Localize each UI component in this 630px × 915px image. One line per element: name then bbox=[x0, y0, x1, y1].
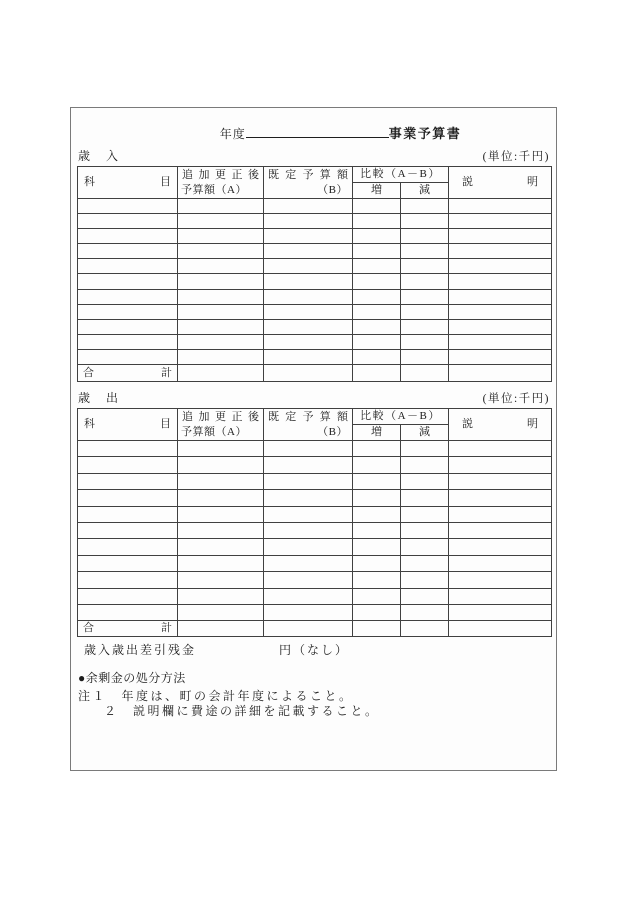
empty-row bbox=[78, 244, 552, 259]
empty-cell bbox=[401, 229, 449, 244]
empty-cell bbox=[353, 572, 401, 588]
empty-cell bbox=[449, 588, 552, 604]
empty-cell bbox=[264, 349, 353, 364]
empty-cell bbox=[264, 555, 353, 571]
empty-cell bbox=[401, 572, 449, 588]
expenditure-table bbox=[77, 408, 552, 637]
empty-row bbox=[78, 522, 552, 538]
empty-cell bbox=[401, 199, 449, 214]
existing-budget-header-line2: （B） bbox=[317, 183, 348, 196]
empty-cell bbox=[264, 289, 353, 304]
comparison-column-header: 比較（A－B） bbox=[353, 167, 449, 183]
subject-header-first: 科 bbox=[84, 418, 95, 431]
empty-cell bbox=[449, 289, 552, 304]
balance-label: 歳入歳出差引残金 bbox=[84, 642, 197, 657]
revised-budget-header-line1: 追 加 更 正 後 bbox=[182, 411, 259, 424]
empty-cell bbox=[78, 572, 178, 588]
empty-cell bbox=[178, 214, 264, 229]
decrease-column-header: 減 bbox=[401, 425, 449, 441]
empty-cell bbox=[264, 334, 353, 349]
empty-cell bbox=[449, 522, 552, 538]
empty-row bbox=[78, 289, 552, 304]
empty-cell bbox=[353, 199, 401, 214]
total-value-cell bbox=[449, 365, 552, 382]
fiscal-year-blank-line bbox=[246, 125, 389, 138]
empty-cell bbox=[353, 506, 401, 522]
empty-cell bbox=[78, 304, 178, 319]
fiscal-year-label: 年度 bbox=[219, 127, 246, 141]
empty-cell bbox=[401, 274, 449, 289]
empty-cell bbox=[178, 441, 264, 457]
empty-cell bbox=[401, 457, 449, 473]
empty-cell bbox=[78, 604, 178, 620]
empty-row bbox=[78, 259, 552, 274]
empty-cell bbox=[449, 490, 552, 506]
total-label-first: 合 bbox=[83, 366, 94, 379]
subject-header-last: 目 bbox=[160, 176, 171, 189]
existing-budget-column-header bbox=[264, 167, 353, 199]
budget-form-sheet bbox=[70, 107, 557, 771]
empty-cell bbox=[401, 539, 449, 555]
empty-cell bbox=[449, 199, 552, 214]
empty-cell bbox=[264, 473, 353, 489]
revenue-unit-label: (単位:千円) bbox=[482, 151, 550, 163]
empty-cell bbox=[353, 259, 401, 274]
revenue-section-header bbox=[77, 150, 550, 164]
expenditure-total-row bbox=[78, 621, 552, 636]
revenue-table bbox=[77, 166, 552, 382]
empty-row bbox=[78, 441, 552, 457]
empty-cell bbox=[353, 490, 401, 506]
existing-budget-column-header bbox=[264, 409, 353, 441]
empty-row bbox=[78, 349, 552, 364]
empty-cell bbox=[78, 506, 178, 522]
empty-cell bbox=[178, 555, 264, 571]
empty-cell bbox=[78, 473, 178, 489]
expenditure-total-section bbox=[78, 621, 552, 636]
empty-row bbox=[78, 229, 552, 244]
empty-cell bbox=[178, 604, 264, 620]
empty-cell bbox=[78, 259, 178, 274]
revenue-total-section bbox=[78, 365, 552, 382]
empty-cell bbox=[178, 457, 264, 473]
empty-cell bbox=[353, 522, 401, 538]
balance-unit-label: 円（なし） bbox=[279, 642, 350, 657]
empty-cell bbox=[449, 229, 552, 244]
subject-column-header bbox=[78, 409, 178, 441]
empty-row bbox=[78, 539, 552, 555]
empty-cell bbox=[449, 319, 552, 334]
empty-cell bbox=[78, 244, 178, 259]
empty-cell bbox=[353, 349, 401, 364]
form-title bbox=[71, 123, 556, 140]
empty-cell bbox=[401, 349, 449, 364]
empty-cell bbox=[78, 289, 178, 304]
subject-column-header bbox=[78, 167, 178, 199]
empty-row bbox=[78, 490, 552, 506]
revenue-total-row bbox=[78, 365, 552, 382]
empty-cell bbox=[353, 588, 401, 604]
revenue-table-body bbox=[78, 199, 552, 365]
balance-line bbox=[71, 641, 556, 657]
empty-cell bbox=[401, 588, 449, 604]
revised-budget-column-header bbox=[178, 167, 264, 199]
total-label-first: 合 bbox=[83, 622, 94, 635]
empty-cell bbox=[264, 259, 353, 274]
total-label-last: 計 bbox=[161, 622, 172, 635]
empty-cell bbox=[401, 214, 449, 229]
empty-cell bbox=[264, 539, 353, 555]
description-header-first: 説 bbox=[462, 176, 473, 189]
surplus-heading: ●余剰金の処分方法 bbox=[78, 670, 186, 685]
empty-cell bbox=[401, 506, 449, 522]
empty-cell bbox=[449, 473, 552, 489]
empty-cell bbox=[78, 334, 178, 349]
empty-cell bbox=[449, 349, 552, 364]
empty-cell bbox=[401, 319, 449, 334]
total-value-cell bbox=[178, 365, 264, 382]
total-value-cell bbox=[401, 621, 449, 636]
empty-cell bbox=[449, 259, 552, 274]
empty-cell bbox=[401, 304, 449, 319]
revenue-section-label: 歳 入 bbox=[78, 149, 121, 163]
comparison-column-header: 比較（A－B） bbox=[353, 409, 449, 425]
expenditure-table-header bbox=[78, 409, 552, 441]
description-header-first: 説 bbox=[462, 418, 473, 431]
description-column-header bbox=[449, 409, 552, 441]
empty-cell bbox=[353, 457, 401, 473]
empty-cell bbox=[401, 473, 449, 489]
empty-cell bbox=[353, 473, 401, 489]
empty-cell bbox=[78, 199, 178, 214]
empty-cell bbox=[78, 539, 178, 555]
total-label-cell bbox=[78, 365, 178, 382]
empty-cell bbox=[264, 522, 353, 538]
description-column-header bbox=[449, 167, 552, 199]
total-value-cell bbox=[449, 621, 552, 636]
empty-cell bbox=[449, 214, 552, 229]
empty-cell bbox=[353, 539, 401, 555]
revenue-table-header bbox=[78, 167, 552, 199]
note-2: ２ 説明欄に費途の詳細を記載すること。 bbox=[104, 703, 380, 718]
empty-cell bbox=[353, 319, 401, 334]
empty-cell bbox=[264, 506, 353, 522]
empty-cell bbox=[353, 441, 401, 457]
empty-cell bbox=[178, 572, 264, 588]
empty-cell bbox=[353, 244, 401, 259]
empty-row bbox=[78, 274, 552, 289]
empty-cell bbox=[401, 289, 449, 304]
empty-cell bbox=[78, 349, 178, 364]
empty-cell bbox=[264, 490, 353, 506]
empty-cell bbox=[78, 457, 178, 473]
empty-cell bbox=[178, 304, 264, 319]
document-name: 事業予算書 bbox=[388, 126, 462, 141]
empty-cell bbox=[449, 539, 552, 555]
revised-budget-header-line2: 予算額（A） bbox=[181, 425, 247, 438]
empty-cell bbox=[401, 441, 449, 457]
empty-row bbox=[78, 304, 552, 319]
empty-row bbox=[78, 588, 552, 604]
decrease-column-header: 減 bbox=[401, 183, 449, 199]
empty-cell bbox=[178, 319, 264, 334]
existing-budget-header-line1: 既 定 予 算 額 bbox=[268, 169, 348, 182]
empty-cell bbox=[401, 259, 449, 274]
empty-cell bbox=[264, 244, 353, 259]
empty-cell bbox=[264, 229, 353, 244]
empty-row bbox=[78, 319, 552, 334]
empty-cell bbox=[401, 490, 449, 506]
empty-cell bbox=[401, 555, 449, 571]
empty-cell bbox=[449, 506, 552, 522]
empty-cell bbox=[401, 522, 449, 538]
empty-row bbox=[78, 214, 552, 229]
empty-row bbox=[78, 572, 552, 588]
empty-row bbox=[78, 506, 552, 522]
empty-cell bbox=[178, 229, 264, 244]
empty-cell bbox=[401, 244, 449, 259]
empty-row bbox=[78, 555, 552, 571]
empty-cell bbox=[353, 604, 401, 620]
empty-cell bbox=[449, 555, 552, 571]
empty-cell bbox=[78, 555, 178, 571]
empty-cell bbox=[449, 604, 552, 620]
empty-cell bbox=[178, 349, 264, 364]
expenditure-section-header bbox=[77, 392, 550, 406]
empty-cell bbox=[264, 319, 353, 334]
empty-cell bbox=[353, 334, 401, 349]
empty-cell bbox=[178, 588, 264, 604]
empty-cell bbox=[78, 319, 178, 334]
empty-cell bbox=[449, 572, 552, 588]
empty-cell bbox=[449, 457, 552, 473]
empty-cell bbox=[78, 588, 178, 604]
empty-cell bbox=[264, 214, 353, 229]
total-value-cell bbox=[353, 621, 401, 636]
empty-cell bbox=[78, 214, 178, 229]
subject-header-first: 科 bbox=[84, 176, 95, 189]
expenditure-unit-label: (単位:千円) bbox=[482, 393, 550, 406]
empty-cell bbox=[353, 229, 401, 244]
empty-cell bbox=[264, 572, 353, 588]
empty-cell bbox=[401, 604, 449, 620]
total-label-last: 計 bbox=[161, 366, 172, 379]
empty-cell bbox=[449, 334, 552, 349]
empty-cell bbox=[449, 274, 552, 289]
empty-cell bbox=[401, 334, 449, 349]
empty-cell bbox=[78, 274, 178, 289]
revised-budget-column-header bbox=[178, 409, 264, 441]
revised-budget-header-line2: 予算額（A） bbox=[181, 183, 247, 196]
total-value-cell bbox=[264, 621, 353, 636]
total-value-cell bbox=[264, 365, 353, 382]
empty-cell bbox=[178, 199, 264, 214]
empty-cell bbox=[449, 441, 552, 457]
increase-column-header: 増 bbox=[353, 425, 401, 441]
existing-budget-header-line1: 既 定 予 算 額 bbox=[268, 411, 348, 424]
empty-cell bbox=[178, 506, 264, 522]
empty-cell bbox=[264, 274, 353, 289]
empty-cell bbox=[353, 274, 401, 289]
empty-cell bbox=[178, 259, 264, 274]
revised-budget-header-line1: 追 加 更 正 後 bbox=[182, 169, 259, 182]
empty-cell bbox=[264, 457, 353, 473]
total-value-cell bbox=[353, 365, 401, 382]
empty-row bbox=[78, 604, 552, 620]
empty-cell bbox=[264, 304, 353, 319]
empty-cell bbox=[449, 244, 552, 259]
empty-row bbox=[78, 199, 552, 214]
note-1: 注１ 年度は、町の会計年度によること。 bbox=[78, 688, 354, 703]
empty-cell bbox=[353, 555, 401, 571]
empty-cell bbox=[78, 229, 178, 244]
increase-column-header: 増 bbox=[353, 183, 401, 199]
empty-cell bbox=[78, 441, 178, 457]
empty-cell bbox=[264, 588, 353, 604]
empty-cell bbox=[353, 214, 401, 229]
description-header-last: 明 bbox=[527, 418, 538, 431]
empty-cell bbox=[178, 244, 264, 259]
empty-cell bbox=[353, 289, 401, 304]
total-value-cell bbox=[178, 621, 264, 636]
empty-cell bbox=[264, 441, 353, 457]
empty-cell bbox=[178, 334, 264, 349]
empty-row bbox=[78, 473, 552, 489]
total-label-cell bbox=[78, 621, 178, 636]
empty-cell bbox=[78, 490, 178, 506]
empty-cell bbox=[178, 522, 264, 538]
expenditure-section-label: 歳 出 bbox=[78, 391, 121, 406]
subject-header-last: 目 bbox=[160, 418, 171, 431]
empty-cell bbox=[178, 490, 264, 506]
empty-cell bbox=[264, 604, 353, 620]
empty-cell bbox=[78, 522, 178, 538]
empty-row bbox=[78, 334, 552, 349]
empty-cell bbox=[449, 304, 552, 319]
empty-cell bbox=[264, 199, 353, 214]
total-value-cell bbox=[401, 365, 449, 382]
empty-cell bbox=[353, 304, 401, 319]
description-header-last: 明 bbox=[527, 176, 538, 189]
empty-cell bbox=[178, 289, 264, 304]
empty-row bbox=[78, 457, 552, 473]
empty-cell bbox=[178, 274, 264, 289]
empty-cell bbox=[178, 539, 264, 555]
existing-budget-header-line2: （B） bbox=[317, 425, 348, 438]
expenditure-table-body bbox=[78, 441, 552, 621]
empty-cell bbox=[178, 473, 264, 489]
